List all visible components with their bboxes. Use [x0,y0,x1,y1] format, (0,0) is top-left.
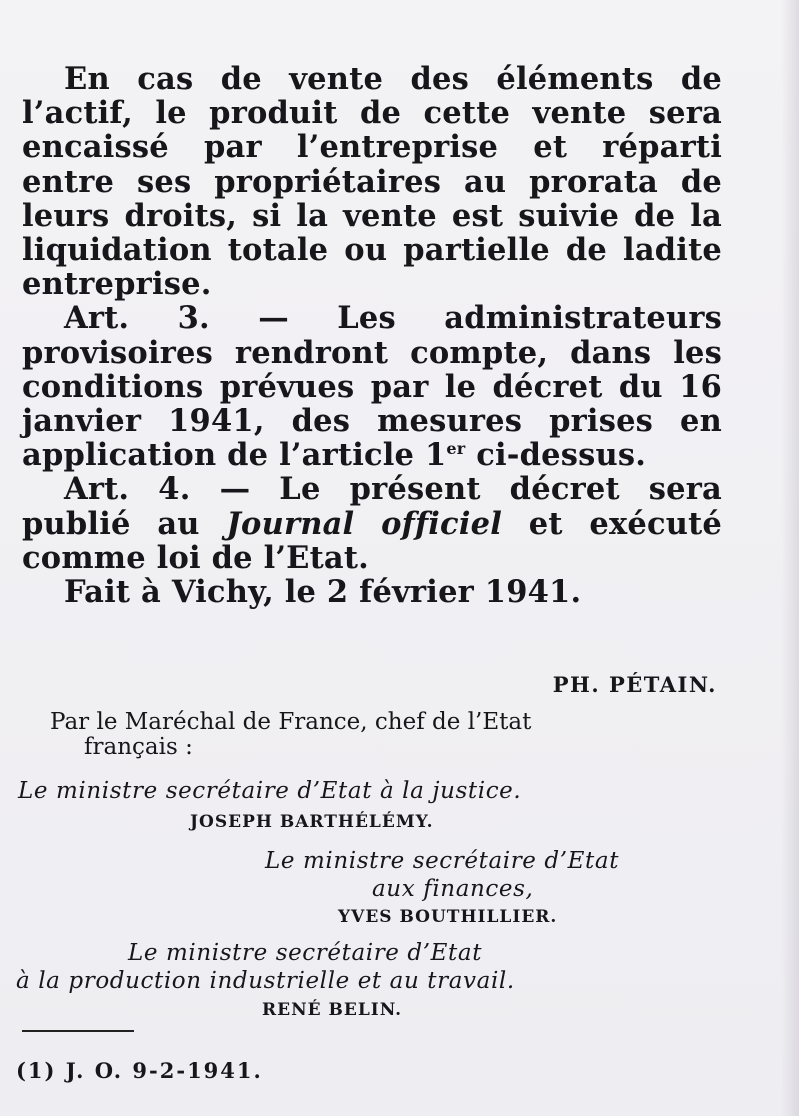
footnote-rule [22,1030,134,1032]
minister-finance-name: YVES BOUTHILLIER. [338,907,558,927]
minister-production-title-1: Le ministre secrétaire d’Etat [128,940,483,966]
countersign-intro [50,710,716,760]
article-4-end: et exécuté comme loi de l’Etat. [22,505,722,576]
minister-production-title-2: à la production industrielle et au travail. [16,968,515,994]
minister-finance-title-1: Le ministre secrétaire d’Etat [265,848,620,874]
minister-production-name: RENÉ BELIN. [262,1000,403,1020]
article-4 [22,472,722,575]
paragraph-sale-proceeds: En cas de vente des éléments de l’actif, le produit de cette vente sera encaissé par l’entreprise et réparti entre ses propriétaires au prorata de leurs droits, si la vente est suivie de la liquidation totale ou partielle de ladite entreprise. [22,61,722,303]
place-date-line: Fait à Vichy, le 2 février 1941. [64,574,582,611]
minister-justice-title: Le ministre secrétaire d’Etat à la justice. [18,778,522,804]
article-3 [22,301,722,472]
countersign-line-2: français : [84,734,193,760]
decree-text [22,62,722,609]
signature-petain: PH. PÉTAIN. [552,672,717,697]
page-edge-shadow [781,0,799,1116]
countersign-line-1: Par le Maréchal de France, chef de l’Etat [50,709,532,735]
minister-finance-title-2: aux finances, [372,876,534,902]
article-4-text: Art. 4. — Le présent décret sera publié au [22,471,722,542]
minister-justice-name: JOSEPH BARTHÉLÉMY. [190,812,434,832]
footnote: (1) J. O. 9-2-1941. [16,1058,263,1083]
article-3-end: ci-dessus. [465,437,647,474]
journal-officiel-italic: Journal officiel [226,505,502,542]
article-3-text: Art. 3. — Les administrateurs provisoires rendront compte, dans les conditions prévues par le décret du 16 janvier 1941, des mesures prises en application de l’article 1 [22,300,722,474]
article-3-superscript: er [446,439,466,459]
